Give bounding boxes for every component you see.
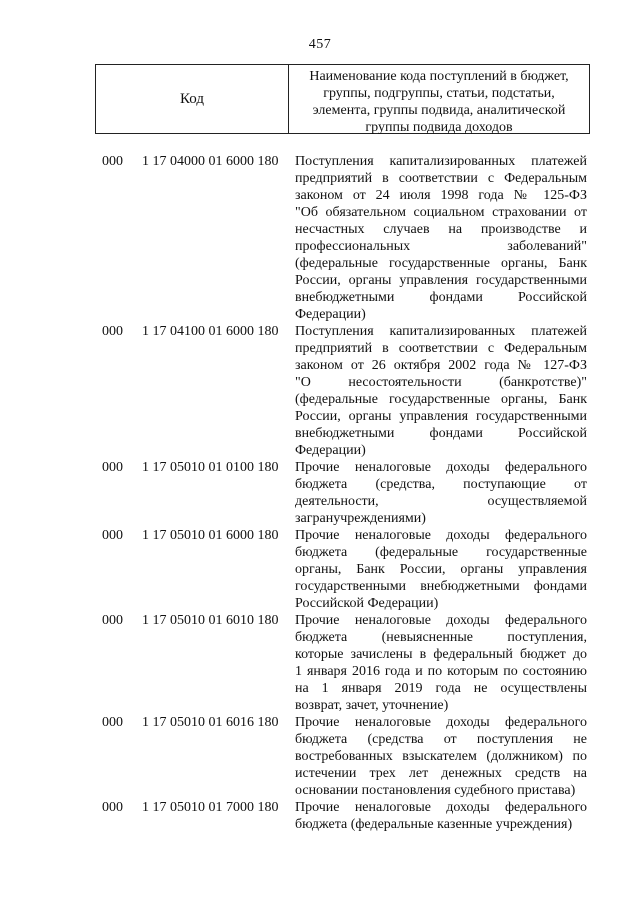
admin-code: 000: [102, 154, 123, 169]
revenue-code: 1 17 05010 01 6000 180: [142, 528, 279, 543]
description-line: на 1 января 2019 года не осуществлены: [295, 681, 587, 696]
revenue-description: [295, 323, 587, 459]
header-name-line: Наименование кода поступлений в бюджет,: [309, 69, 569, 84]
revenue-code: 1 17 05010 01 6010 180: [142, 613, 279, 628]
header-name-line: группы, подгруппы, статьи, подстатьи,: [323, 86, 555, 101]
revenue-code: 1 17 05010 01 7000 180: [142, 800, 279, 815]
admin-code: 000: [102, 800, 123, 815]
revenue-code: 1 17 04000 01 6000 180: [142, 154, 279, 169]
description-line: Прочие неналоговые доходы федерального: [295, 715, 587, 730]
description-line: бюджета (федеральные государственные: [295, 545, 587, 560]
description-line: истечении трех лет денежных средств на: [295, 766, 587, 781]
revenue-description: [295, 527, 587, 612]
revenue-code: 1 17 04100 01 6000 180: [142, 324, 279, 339]
description-line: предприятий в соответствии с Федеральным: [295, 341, 587, 356]
header-name-line: группы подвида доходов: [365, 120, 513, 135]
description-line: профессиональных заболеваний": [295, 239, 587, 254]
header-code-column: Код: [96, 65, 289, 133]
description-line: (федеральные государственные органы, Банк: [295, 392, 587, 407]
revenue-code: 1 17 05010 01 0100 180: [142, 460, 279, 475]
description-line: государственными внебюджетными фондами: [295, 579, 587, 594]
description-line: деятельности, осуществляемой: [295, 494, 587, 509]
description-line: Поступления капитализированных платежей: [295, 154, 587, 169]
admin-code: 000: [102, 528, 123, 543]
description-line: "О несостоятельности (банкротстве)": [295, 375, 587, 390]
description-line: 1 января 2016 года и по которым по состоянию: [295, 664, 587, 679]
description-line: России, органы управления государственными: [295, 273, 587, 288]
description-line: бюджета (средства, поступающие от: [295, 477, 587, 492]
description-line: законом от 24 июля 1998 года № 125-ФЗ: [295, 188, 587, 203]
table-header: [95, 64, 590, 134]
admin-code: 000: [102, 613, 123, 628]
description-line: бюджета (федеральные казенные учреждения): [295, 817, 573, 832]
description-line: Прочие неналоговые доходы федерального: [295, 528, 587, 543]
description-line: бюджета (средства от поступления не: [295, 732, 587, 747]
description-line: основании постановления судебного пристава): [295, 783, 576, 798]
revenue-code: 1 17 05010 01 6016 180: [142, 715, 279, 730]
description-line: Федерации): [295, 307, 366, 322]
description-line: законом от 26 октября 2002 года № 127-ФЗ: [295, 358, 587, 373]
description-line: бюджета (невыясненные поступления,: [295, 630, 587, 645]
description-line: Поступления капитализированных платежей: [295, 324, 587, 339]
admin-code: 000: [102, 715, 123, 730]
page-number: 457: [308, 37, 332, 52]
revenue-description: [295, 714, 587, 799]
description-line: Федерации): [295, 443, 366, 458]
admin-code: 000: [102, 324, 123, 339]
description-line: (федеральные государственные органы, Банк: [295, 256, 587, 271]
revenue-description: [295, 799, 587, 833]
description-line: "Об обязательном социальном страховании от: [295, 205, 587, 220]
description-line: предприятий в соответствии с Федеральным: [295, 171, 587, 186]
description-line: Российской Федерации): [295, 596, 439, 611]
description-line: несчастных случаев на производстве и: [295, 222, 587, 237]
description-line: Прочие неналоговые доходы федерального: [295, 613, 587, 628]
description-line: востребованных взыскателем (должником) по: [295, 749, 587, 764]
admin-code: 000: [102, 460, 123, 475]
revenue-description: [295, 612, 587, 714]
description-line: Прочие неналоговые доходы федерального: [295, 460, 587, 475]
description-line: возврат, зачет, уточнение): [295, 698, 449, 713]
description-line: органы, Банк России, органы управления: [295, 562, 587, 577]
description-line: России, органы управления государственными: [295, 409, 587, 424]
header-name-line: элемента, группы подвида, аналитической: [312, 103, 566, 118]
description-line: Прочие неналоговые доходы федерального: [295, 800, 587, 815]
description-line: загранучреждениями): [295, 511, 426, 526]
description-line: которые зачислены в федеральный бюджет до: [295, 647, 587, 662]
revenue-description: [295, 459, 587, 527]
header-name-column: [289, 65, 589, 133]
description-line: внебюджетными фондами Российской: [295, 290, 587, 305]
revenue-description: [295, 153, 587, 323]
description-line: внебюджетными фондами Российской: [295, 426, 587, 441]
